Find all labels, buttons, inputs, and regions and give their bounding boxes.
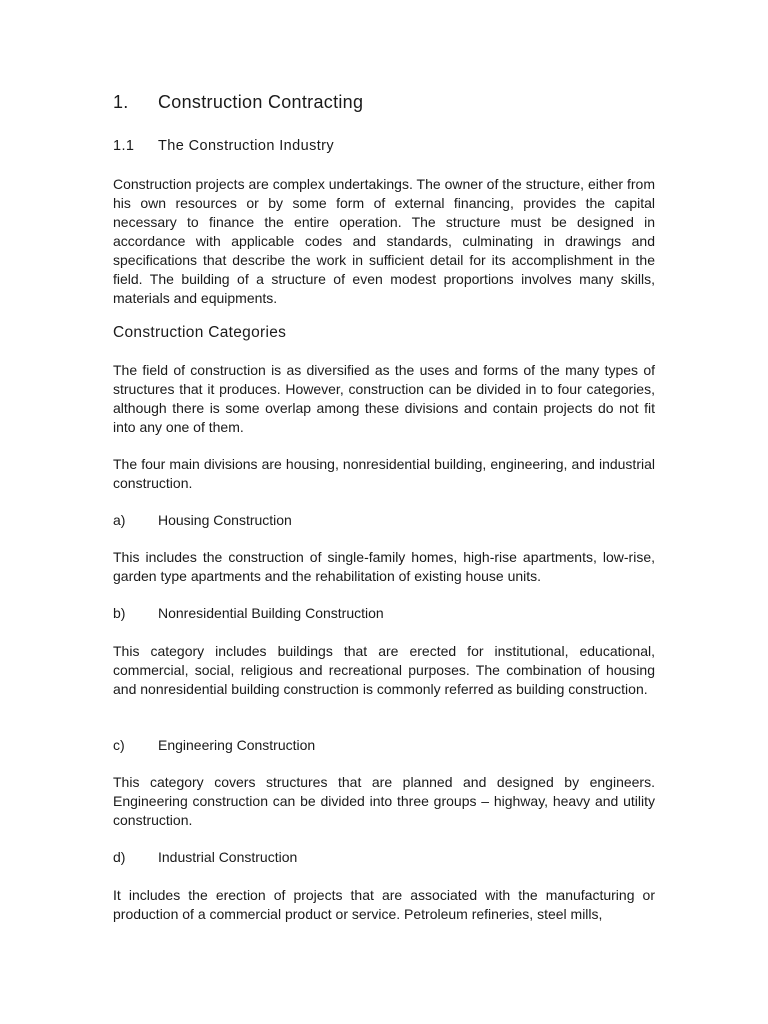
item-label: c) <box>113 737 125 753</box>
chapter-title: Construction Contracting <box>158 92 364 112</box>
item-title: Nonresidential Building Construction <box>158 605 384 621</box>
nonresidential-construction-paragraph: This category includes buildings that are erected for institutional, educational, commercial, social, religious and recreational purposes. The combination of housing and nonresidential building construction is commonly referred as building construction. <box>113 643 655 697</box>
engineering-construction-paragraph: This category covers structures that are planned and designed by engineers. Engineering construction can be divided into three groups – highway, heavy and utility construction. <box>113 774 655 828</box>
item-title: Engineering Construction <box>158 737 316 753</box>
item-label: d) <box>113 849 126 865</box>
item-label: a) <box>113 512 126 528</box>
chapter-heading <box>113 92 363 113</box>
intro-paragraph: Construction projects are complex undertakings. The owner of the structure, either from his own resources or by some form of external financing, provides the capital necessary to finance the entire operation. The structure must be designed in accordance with applicable codes and standards, culminating in drawings and specifications that describe the work in sufficient detail for its accomplishment in the field. The building of a structure of even modest proportions involves many skills, materials and equipments. <box>113 176 655 306</box>
divisions-paragraph: The four main divisions are housing, nonresidential building, engineering, and industrial construction. <box>113 456 655 491</box>
engineering-construction-heading <box>113 737 315 753</box>
categories-paragraph: The field of construction is as diversified as the uses and forms of the many types of structures that it produces. However, construction can be divided in to four categories, although there is some overlap among these divisions and contain projects do not fit into any one of them. <box>113 362 655 435</box>
item-title: Industrial Construction <box>158 849 298 865</box>
industrial-construction-heading <box>113 849 297 865</box>
section-heading <box>113 138 334 154</box>
section-number: 1.1 <box>113 138 135 154</box>
section-title: The Construction Industry <box>158 138 335 154</box>
categories-heading: Construction Categories <box>113 324 287 341</box>
housing-construction-heading <box>113 512 292 528</box>
industrial-construction-paragraph: It includes the erection of projects that are associated with the manufacturing or production of a commercial product or service. Petroleum refineries, steel mills, <box>113 887 655 922</box>
item-label: b) <box>113 605 126 621</box>
item-title: Housing Construction <box>158 512 292 528</box>
housing-construction-paragraph: This includes the construction of single-family homes, high-rise apartments, low-rise, garden type apartments and the rehabilitation of existing house units. <box>113 549 655 584</box>
nonresidential-construction-heading <box>113 605 384 621</box>
chapter-number: 1. <box>113 92 129 112</box>
